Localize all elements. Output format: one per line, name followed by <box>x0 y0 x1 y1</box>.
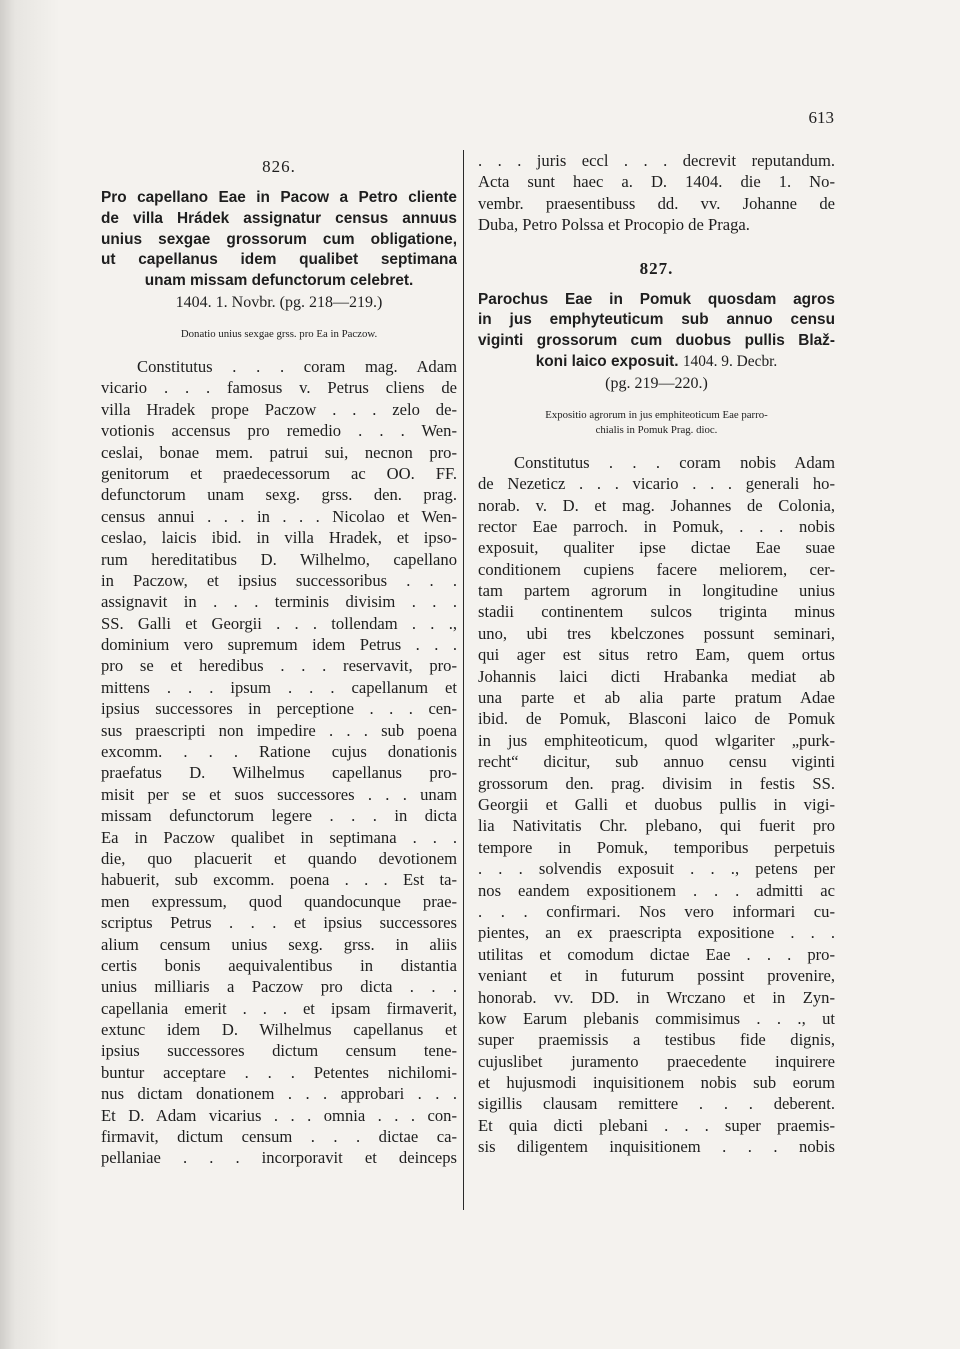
regest-line: Expositio agrorum in jus emphiteoticum Eae parro- <box>545 408 768 421</box>
text-line: men expressum, quod quandocunque prae- <box>101 891 457 911</box>
heading-line: de villa Hrádek assignatur census annuus <box>101 209 457 227</box>
heading-line: Parochus Eae in Pomuk quosdam agros <box>478 290 835 308</box>
text-line: de Nezeticz . . . vicario . . . generali ho- <box>478 474 835 494</box>
text-line: sis diligentem inquisitionem . . . nobis <box>478 1137 835 1157</box>
text-line: in Paczow, et ipsius successoribus . . . <box>101 570 457 590</box>
page-number: 613 <box>808 108 834 127</box>
document-number: 827. <box>639 258 674 278</box>
text-line: Ea in Paczow qualibet in septimana . . . <box>101 827 457 847</box>
text-line: pro se et heredibus . . . reservavit, pro- <box>101 656 457 676</box>
document-number: 826. <box>262 157 296 176</box>
text-line: unius milliaris a Paczow pro dicta . . . <box>101 977 457 997</box>
text-line: rum hereditatibus D. Wilhelmo, capellano <box>101 549 457 569</box>
text-line: misit per se et suos successores . . . unam <box>101 784 457 804</box>
text-line: votionis accensus pro remedio . . . Wen- <box>101 421 457 441</box>
text-line: norab. v. D. et mag. Johannes de Colonia, <box>478 495 835 515</box>
heading-line: in jus emphyteuticum sub annuo censu <box>478 311 835 329</box>
heading-line: unam missam defunctorum celebret. <box>144 272 414 290</box>
text-line: pientes, an ex praescripta expositione . . . <box>478 923 835 943</box>
text-line: veniant et in futurum possint provenire, <box>478 966 835 986</box>
scan-edge-shadow <box>0 0 60 1349</box>
text-line: grossorum den. prag. divisim in festis SS. <box>478 773 835 793</box>
text-line: Acta sunt haec a. D. 1404. die 1. No- <box>478 172 835 192</box>
right-column <box>478 150 835 1158</box>
text-line: defunctorum unam sexg. grss. den. prag. <box>101 485 457 505</box>
text-line: genitorum et praedecessorum ac OO. FF. <box>101 463 457 483</box>
text-line: ibid. de Pomuk, Blasconi laico de Pomuk <box>478 709 835 729</box>
text-line: et hujusmodi inquisitionem nobis sub eorum <box>478 1073 835 1093</box>
text-line: mittens . . . ipsum . . . capellanum et <box>101 677 457 697</box>
text-line: die, quo placuerit et quando devotionem <box>101 848 457 868</box>
text-line: vembr. praesentibuss dd. vv. Johanne de <box>478 193 835 213</box>
text-line: ipsius successores dictum censum tene- <box>101 1041 457 1061</box>
text-line: ceslao, laicis ibid. in villa Hradek, et ipso- <box>101 528 457 548</box>
document-date: (pg. 219—220.) <box>605 374 708 392</box>
text-line: census annui . . . in . . . Nicolao et Wen- <box>101 506 457 526</box>
text-line: stadii continentem sulcos triginta minus <box>478 602 835 622</box>
text-line: vicario . . . famosus v. Petrus cliens de <box>101 378 457 398</box>
text-line: buntur acceptare . . . Petentes nichilomi- <box>101 1062 457 1082</box>
text-line: tam partem agrorum in longitudine unius <box>478 581 835 601</box>
text-line: honorab. vv. DD. in Wrczano et in Zyn- <box>478 987 835 1007</box>
text-line: una parte et ab alia parte pratum Adae <box>478 688 835 708</box>
text-line: conditionem cupiens facere meliorem, cer- <box>478 559 835 579</box>
text-line: habuerit, sub excomm. poena . . . Est ta- <box>101 870 457 890</box>
text-line: assignavit in . . . terminis divisim . . . <box>101 592 457 612</box>
text-line: extunc idem D. Wilhelmus capellanus et <box>101 1020 457 1040</box>
text-line: ceslai, bonae mem. patrui sui, necnon pro- <box>101 442 457 462</box>
text-line: missam defunctorum legere . . . in dicta <box>101 806 457 826</box>
text-line: pellaniae . . . incorporavit et deinceps <box>101 1148 457 1168</box>
text-line: rector Eae parroch. in Pomuk, . . . nobis <box>478 516 835 536</box>
text-line: sus praescripti non impedire . . . sub poena <box>101 720 457 740</box>
regest-line: chialis in Pomuk Prag. dioc. <box>595 423 718 436</box>
text-line: kow Earum plebanis commisimus . . ., ut <box>478 1008 835 1028</box>
text-line: nus dictam donationem . . . approbari . . . <box>101 1084 457 1104</box>
heading-line-text: koni laico exposuit. <box>535 352 679 370</box>
text-line: tempore in Pomuk, temporibus perpetuis <box>478 837 835 857</box>
document-body <box>478 452 835 1158</box>
text-line: in jus emphiteoticum, quod wlgariter „purk- <box>478 730 835 750</box>
text-line: recht“ dicitur, sub annuo censu viginti <box>478 752 835 772</box>
document-body <box>101 356 457 1169</box>
text-line: alium censum unius sexg. grss. in aliis <box>101 934 457 954</box>
text-line: firmavit, dictum censum . . . dictae ca- <box>101 1127 457 1147</box>
text-line: Duba, Petro Polssa et Procopio de Praga. <box>478 215 750 235</box>
text-line: utilitas et comodum dictae Eae . . . pro- <box>478 944 835 964</box>
text-line: . . . confirmari. Nos vero informari cu- <box>478 901 835 921</box>
left-column <box>101 150 457 1169</box>
text-line: Et D. Adam vicarius . . . omnia . . . con- <box>101 1105 457 1125</box>
text-line: capellania emerit . . . et ipsam firmaverit, <box>101 998 457 1018</box>
regest: Donatio unius sexgae grss. pro Ea in Paczow. <box>180 327 378 340</box>
heading-line: ut capellanus idem qualibet septimana <box>101 251 457 269</box>
text-line: praefatus D. Wilhelmus capellanus pro- <box>101 763 457 783</box>
heading-line: viginti grossorum cum duobus pullis Blaž- <box>478 332 835 350</box>
continued-text <box>478 150 835 236</box>
text-line: Constitutus . . . coram nobis Adam <box>514 452 835 472</box>
text-line: sigillis clausam remittere . . . deberent. <box>478 1094 835 1114</box>
text-line: SS. Galli et Georgii . . . tollendam . . ., <box>101 613 457 633</box>
text-line: certis bonis aequivalentibus in distantia <box>101 955 457 975</box>
text-line: ipsius successores in perceptione . . . cen- <box>101 699 457 719</box>
text-line: excomm. . . . Ratione cujus donationis <box>101 742 457 762</box>
text-line: scriptus Petrus . . . et ipsius successores <box>101 913 457 933</box>
document-date: 1404. 1. Novbr. (pg. 218—219.) <box>175 293 383 311</box>
text-line: lia Nativitatis Chr. plebano, qui fuerit pro <box>478 816 835 836</box>
document-heading <box>478 290 835 373</box>
text-line: Et quia dicti plebani . . . super praemis- <box>478 1115 835 1135</box>
text-line: uno, ubi tres kbelczones possunt seminari, <box>478 623 835 643</box>
text-line: Constitutus . . . coram mag. Adam <box>137 356 457 376</box>
text-line: qui ager est situs retro Eam, quem ortus <box>478 645 835 665</box>
text-line: exposuit, qualiter ipse dictae Eae suae <box>478 538 835 558</box>
text-line: super praemissis a testibus fide dignis, <box>478 1030 835 1050</box>
heading-date: 1404. 9. Decbr. <box>682 352 778 370</box>
text-line: cujuslibet juramento praecedente inquirere <box>478 1051 835 1071</box>
text-line: villa Hradek prope Paczow . . . zelo de- <box>101 399 457 419</box>
heading-line: Pro capellano Eae in Pacow a Petro cliente <box>101 189 457 206</box>
heading-line <box>478 352 835 373</box>
text-line: . . . juris eccl . . . decrevit reputandum. <box>478 151 835 170</box>
document-heading <box>101 188 457 292</box>
text-line: . . . solvendis exposuit . . ., petens per <box>478 859 835 879</box>
text-line: Johannis laici dicti Hrabanka mediat ab <box>478 666 835 686</box>
text-line: Georgii et Galli et duobus pullis in vigi- <box>478 795 835 814</box>
text-line: dominium vero supremum idem Petrus . . . <box>101 635 457 655</box>
heading-line: unius sexgae grossorum cum obligatione, <box>101 230 457 248</box>
column-divider <box>463 150 464 1210</box>
text-line: nos eandem expositionem . . . admitti ac <box>478 880 835 900</box>
